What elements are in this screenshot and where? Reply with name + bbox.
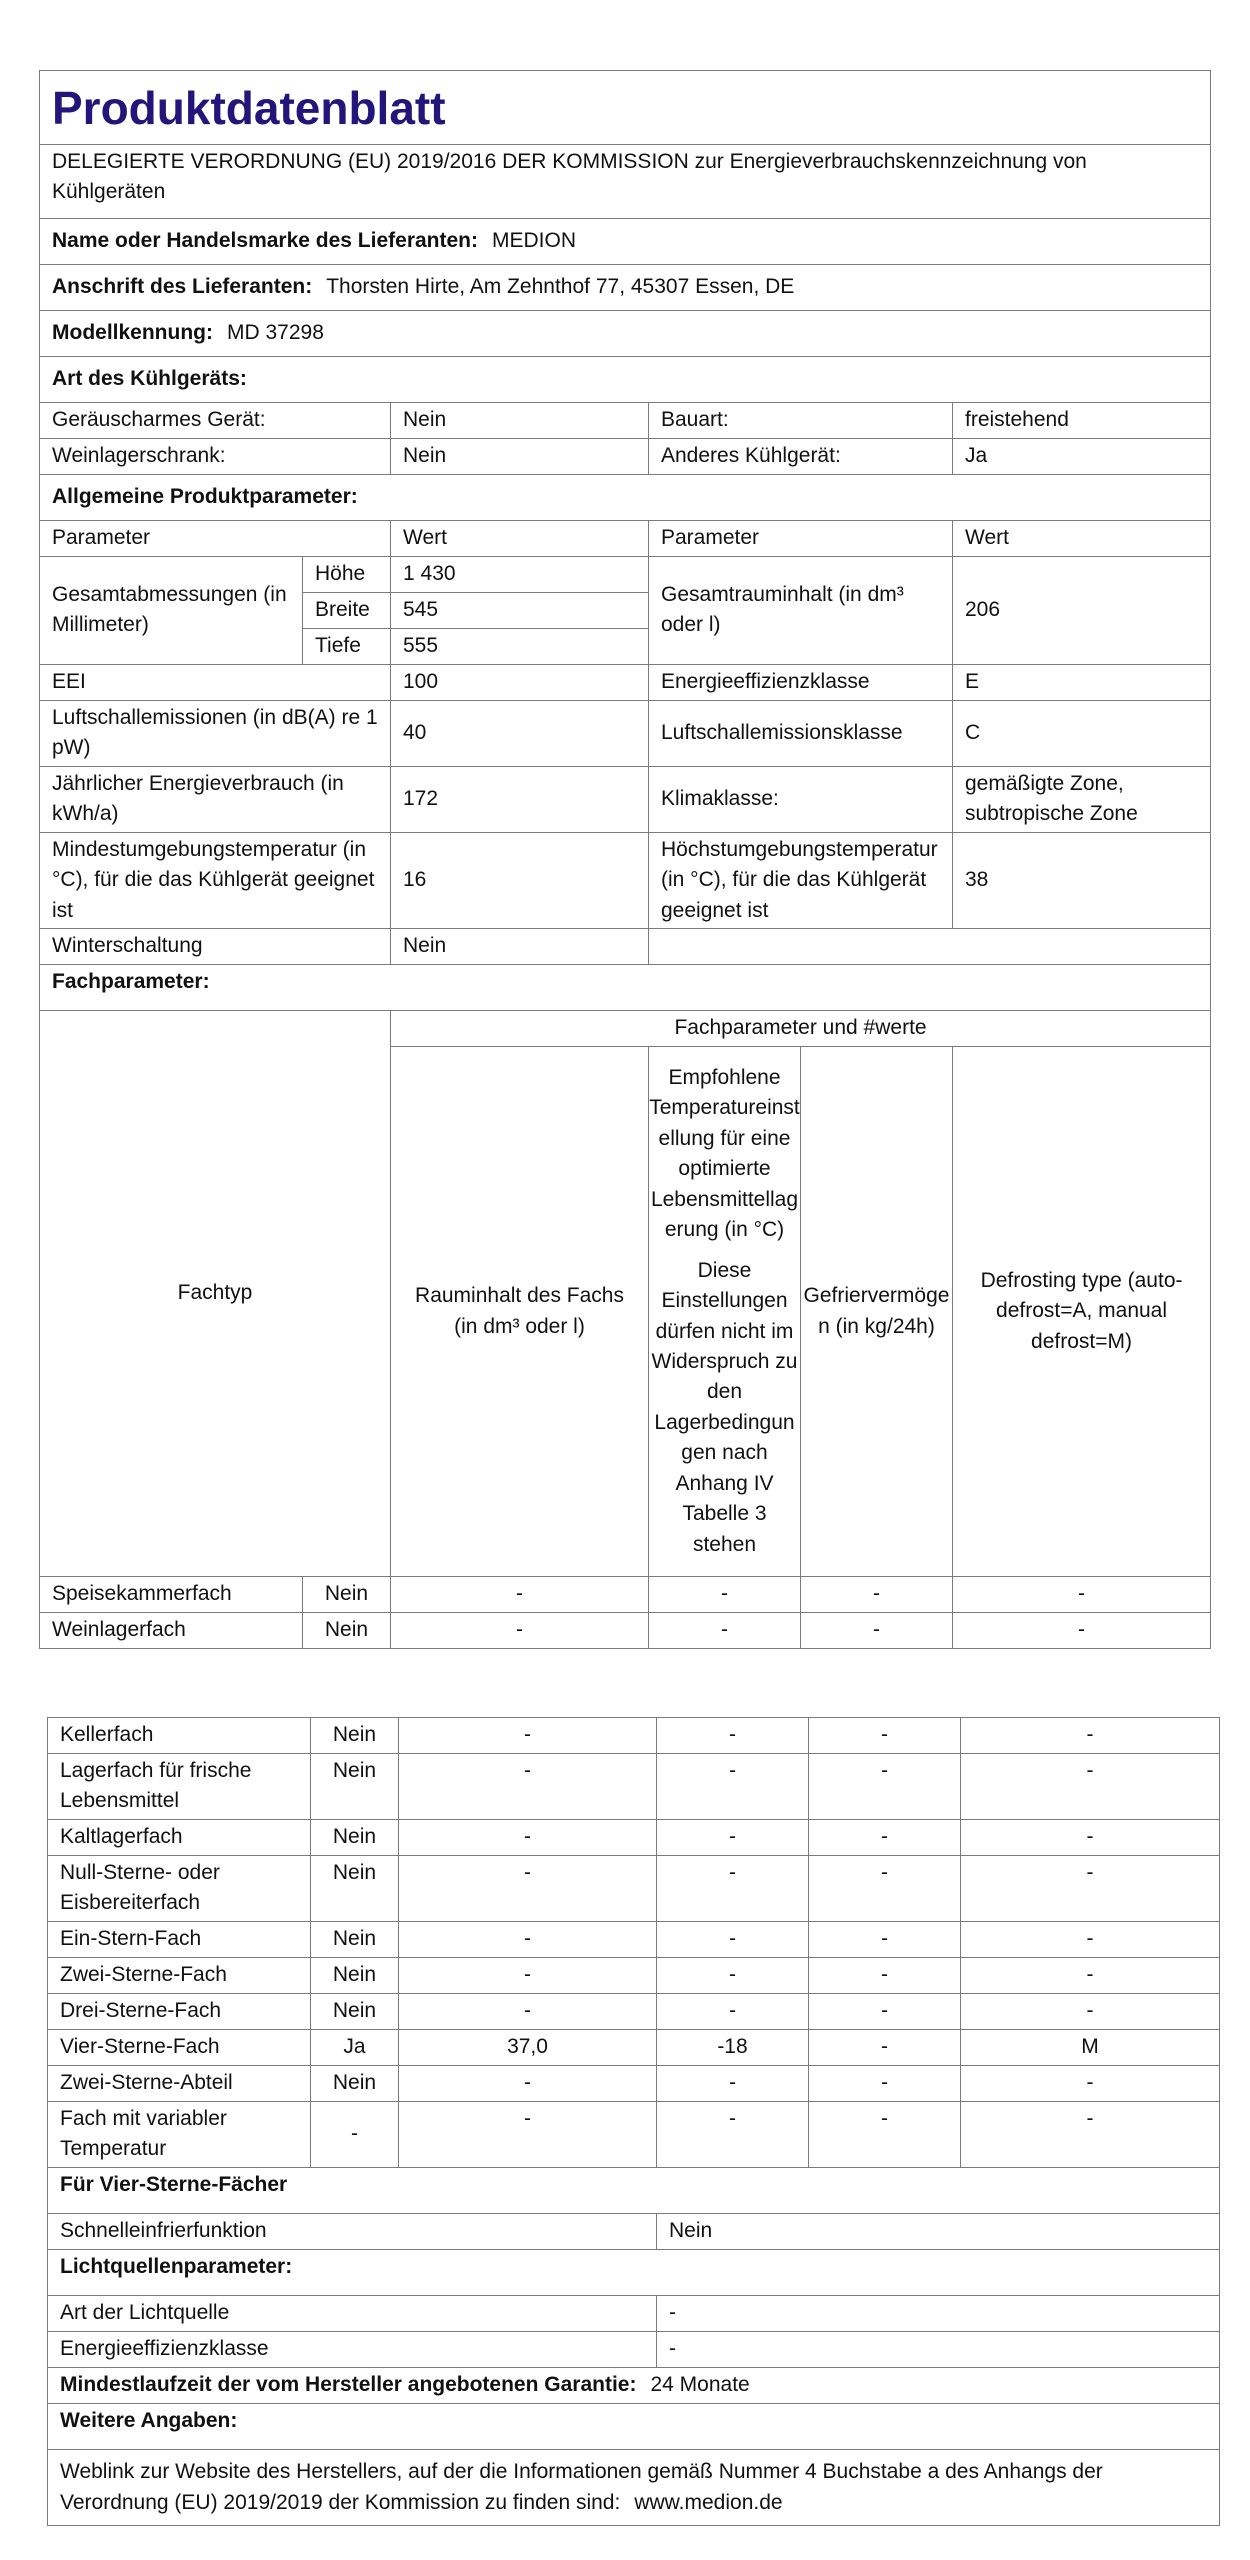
other-appliance-label: Anderes Kühlgerät:	[649, 438, 953, 474]
col-compartment-volume: Rauminhalt des Fachs (in dm³ oder l)	[391, 1047, 649, 1577]
dimensions-label: Gesamtabmessungen (in Millimeter)	[40, 556, 303, 664]
efficiency-class-label: Energieeffizienzklasse	[649, 664, 953, 700]
noise-label: Luftschallemissionen (in dB(A) re 1 pW)	[40, 700, 391, 766]
supplier-address-row	[40, 264, 1211, 310]
noise-class-label: Luftschallemissionsklasse	[649, 700, 953, 766]
compartment-freezing: -	[809, 1820, 961, 1856]
energy-consumption-label: Jährlicher Energieverbrauch (in kWh/a)	[40, 766, 391, 832]
height-label: Höhe	[303, 556, 391, 592]
compartment-temp: -	[657, 1856, 809, 1922]
compartment-present: Ja	[311, 2030, 399, 2066]
noise-value: 40	[391, 700, 649, 766]
total-volume-value: 206	[953, 556, 1211, 664]
low-noise-label: Geräuscharmes Gerät:	[40, 402, 391, 438]
compartment-row	[40, 1613, 1211, 1649]
compartment-name: Vier-Sterne-Fach	[48, 2030, 311, 2066]
compartment-defrost: -	[961, 2066, 1220, 2102]
compartment-defrost: -	[961, 1820, 1220, 1856]
compartment-freezing: -	[809, 2030, 961, 2066]
compartment-name: Kellerfach	[48, 1718, 311, 1754]
col-recommended-temp	[649, 1047, 801, 1577]
general-params-header: Allgemeine Produktparameter:	[40, 474, 1211, 520]
col-parameter-left: Parameter	[40, 520, 391, 556]
compartment-defrost: -	[961, 1994, 1220, 2030]
compartment-row	[48, 2102, 1220, 2168]
compartment-freezing: -	[801, 1613, 953, 1649]
compartment-freezing: -	[809, 1718, 961, 1754]
compartment-volume: -	[391, 1577, 649, 1613]
fast-freeze-value: Nein	[657, 2214, 1220, 2250]
compartment-present: Nein	[311, 1958, 399, 1994]
compartment-present: Nein	[311, 2066, 399, 2102]
compartment-freezing: -	[809, 2102, 961, 2168]
compartment-freezing: -	[801, 1577, 953, 1613]
col-parameter-right: Parameter	[649, 520, 953, 556]
further-info-row	[48, 2450, 1220, 2526]
supplier-address-label: Anschrift des Lieferanten:	[52, 274, 313, 298]
compartment-freezing: -	[809, 1994, 961, 2030]
compartment-row	[40, 1577, 1211, 1613]
col-recommended-temp-a: Empfohlene Temperatureinstellung für eine optimierte Lebensmittellagerung (in °C)	[649, 1066, 800, 1242]
compartment-defrost: -	[961, 1856, 1220, 1922]
winter-label: Winterschaltung	[40, 929, 391, 965]
compartment-name: Zwei-Sterne-Fach	[48, 1958, 311, 1994]
min-temp-label: Mindestumgebungstemperatur (in °C), für die das Kühlgerät geeignet ist	[40, 832, 391, 928]
compartment-name: Drei-Sterne-Fach	[48, 1994, 311, 2030]
manufacturer-url[interactable]: www.medion.de	[634, 2490, 783, 2514]
width-label: Breite	[303, 592, 391, 628]
compartment-present: Nein	[311, 1856, 399, 1922]
compartment-present: Nein	[303, 1577, 391, 1613]
compartment-defrost: -	[961, 1754, 1220, 1820]
compartment-volume: -	[399, 2066, 657, 2102]
climate-class-label: Klimaklasse:	[649, 766, 953, 832]
compartment-volume: -	[399, 1958, 657, 1994]
col-compartment-type: Fachtyp	[40, 1011, 391, 1577]
compartment-volume: -	[399, 1994, 657, 2030]
compartment-row	[48, 1820, 1220, 1856]
compartment-freezing: -	[809, 1958, 961, 1994]
compartment-name: Lagerfach für frische Lebensmittel	[48, 1754, 311, 1820]
model-label: Modellkennung:	[52, 320, 213, 344]
compartment-freezing: -	[809, 1754, 961, 1820]
compartment-row	[48, 1922, 1220, 1958]
regulation-text: DELEGIERTE VERORDNUNG (EU) 2019/2016 DER KOMMISSION zur Energieverbrauchskennzeichnung von Kühlgeräten	[40, 144, 1211, 218]
supplier-name-label: Name oder Handelsmarke des Lieferanten:	[52, 228, 478, 252]
fast-freeze-label: Schnelleinfrierfunktion	[48, 2214, 657, 2250]
compartment-volume: -	[399, 1820, 657, 1856]
compartment-volume: -	[391, 1613, 649, 1649]
compartment-temp: -	[657, 2066, 809, 2102]
compartment-present: -	[311, 2102, 399, 2168]
supplier-name-value: MEDION	[492, 228, 576, 252]
datasheet-table-page2	[47, 1717, 1220, 2526]
min-temp-value: 16	[391, 832, 649, 928]
compartment-temp: -	[657, 1718, 809, 1754]
compartment-name: Null-Sterne- oder Eisbereiterfach	[48, 1856, 311, 1922]
winter-value: Nein	[391, 929, 649, 965]
compartment-defrost: -	[953, 1613, 1211, 1649]
wine-cabinet-label: Weinlagerschrank:	[40, 438, 391, 474]
depth-label: Tiefe	[303, 628, 391, 664]
four-star-header: Für Vier-Sterne-Fächer	[48, 2168, 1220, 2214]
compartment-defrost: -	[961, 2102, 1220, 2168]
compartment-defrost: -	[953, 1577, 1211, 1613]
col-defrost-type: Defrosting type (auto-defrost=A, manual defrost=M)	[953, 1047, 1211, 1577]
compartment-temp: -	[657, 1958, 809, 1994]
eei-value: 100	[391, 664, 649, 700]
climate-class-value: gemäßigte Zone, subtropische Zone	[953, 766, 1211, 832]
compartment-name: Zwei-Sterne-Abteil	[48, 2066, 311, 2102]
col-recommended-temp-b: Diese Einstellungen dürfen nicht im Widerspruch zu den Lagerbedingungen nach Anhang IV Tabelle 3 stehen	[651, 1258, 798, 1556]
empty-cell	[649, 929, 1211, 965]
appliance-type-header: Art des Kühlgeräts:	[40, 356, 1211, 402]
compartment-defrost: -	[961, 1958, 1220, 1994]
max-temp-value: 38	[953, 832, 1211, 928]
compartment-present: Nein	[311, 1820, 399, 1856]
col-freezing-capacity: Gefriervermögen (in kg/24h)	[801, 1047, 953, 1577]
compartment-row	[48, 2066, 1220, 2102]
compartment-defrost: -	[961, 1922, 1220, 1958]
supplier-address-value: Thorsten Hirte, Am Zehnthof 77, 45307 Essen, DE	[326, 274, 795, 298]
compartment-present: Nein	[311, 1994, 399, 2030]
compartment-group-header: Fachparameter und #werte	[391, 1011, 1211, 1047]
design-label: Bauart:	[649, 402, 953, 438]
light-type-value: -	[657, 2296, 1220, 2332]
compartment-name: Speisekammerfach	[40, 1577, 303, 1613]
light-class-label: Energieeffizienzklasse	[48, 2332, 657, 2368]
compartment-temp: -	[657, 2102, 809, 2168]
further-info-header: Weitere Angaben:	[48, 2404, 1220, 2450]
eei-label: EEI	[40, 664, 391, 700]
compartment-row	[48, 2030, 1220, 2066]
compartment-temp: -	[657, 1820, 809, 1856]
compartment-row	[48, 1754, 1220, 1820]
width-value: 545	[391, 592, 649, 628]
noise-class-value: C	[953, 700, 1211, 766]
compartment-params-header: Fachparameter:	[40, 965, 1211, 1011]
compartment-freezing: -	[809, 1856, 961, 1922]
compartment-temp: -	[649, 1577, 801, 1613]
further-info-text: Weblink zur Website des Herstellers, auf der die Informationen gemäß Nummer 4 Buchstabe a des Anhangs der Verordnung (EU) 2019/2019 der Kommission zu finden sind:	[60, 2460, 1103, 2514]
compartment-name: Ein-Stern-Fach	[48, 1922, 311, 1958]
compartment-rows-page2	[48, 1718, 1220, 2168]
compartment-temp: -	[657, 1994, 809, 2030]
compartment-temp: -18	[657, 2030, 809, 2066]
compartment-defrost: M	[961, 2030, 1220, 2066]
wine-cabinet-value: Nein	[391, 438, 649, 474]
design-value: freistehend	[953, 402, 1211, 438]
compartment-rows-page1	[40, 1577, 1211, 1649]
light-source-header: Lichtquellenparameter:	[48, 2250, 1220, 2296]
compartment-name: Kaltlagerfach	[48, 1820, 311, 1856]
height-value: 1 430	[391, 556, 649, 592]
compartment-volume: -	[399, 1754, 657, 1820]
light-class-value: -	[657, 2332, 1220, 2368]
efficiency-class-value: E	[953, 664, 1211, 700]
model-row	[40, 310, 1211, 356]
warranty-label: Mindestlaufzeit der vom Hersteller angebotenen Garantie:	[60, 2373, 637, 2397]
compartment-name: Fach mit variabler Temperatur	[48, 2102, 311, 2168]
warranty-row	[48, 2368, 1220, 2404]
compartment-present: Nein	[303, 1613, 391, 1649]
warranty-value: 24 Monate	[650, 2373, 750, 2397]
compartment-freezing: -	[809, 1922, 961, 1958]
depth-value: 555	[391, 628, 649, 664]
compartment-row	[48, 1718, 1220, 1754]
compartment-temp: -	[657, 1754, 809, 1820]
compartment-row	[48, 1994, 1220, 2030]
col-value-right: Wert	[953, 520, 1211, 556]
col-value-left: Wert	[391, 520, 649, 556]
compartment-defrost: -	[961, 1718, 1220, 1754]
datasheet-table-page1	[39, 70, 1211, 1649]
supplier-name-row	[40, 218, 1211, 264]
compartment-name: Weinlagerfach	[40, 1613, 303, 1649]
compartment-volume: -	[399, 2102, 657, 2168]
compartment-row	[48, 1958, 1220, 1994]
compartment-freezing: -	[809, 2066, 961, 2102]
compartment-volume: -	[399, 1856, 657, 1922]
compartment-volume: 37,0	[399, 2030, 657, 2066]
compartment-present: Nein	[311, 1718, 399, 1754]
compartment-temp: -	[657, 1922, 809, 1958]
compartment-present: Nein	[311, 1754, 399, 1820]
compartment-present: Nein	[311, 1922, 399, 1958]
light-type-label: Art der Lichtquelle	[48, 2296, 657, 2332]
compartment-row	[48, 1856, 1220, 1922]
page-title: Produktdatenblatt	[40, 71, 1211, 145]
other-appliance-value: Ja	[953, 438, 1211, 474]
compartment-temp: -	[649, 1613, 801, 1649]
energy-consumption-value: 172	[391, 766, 649, 832]
low-noise-value: Nein	[391, 402, 649, 438]
compartment-volume: -	[399, 1922, 657, 1958]
total-volume-label: Gesamtrauminhalt (in dm³ oder l)	[649, 556, 953, 664]
max-temp-label: Höchstumgebungstemperatur (in °C), für die das Kühlgerät geeignet ist	[649, 832, 953, 928]
model-value: MD 37298	[227, 320, 324, 344]
compartment-volume: -	[399, 1718, 657, 1754]
